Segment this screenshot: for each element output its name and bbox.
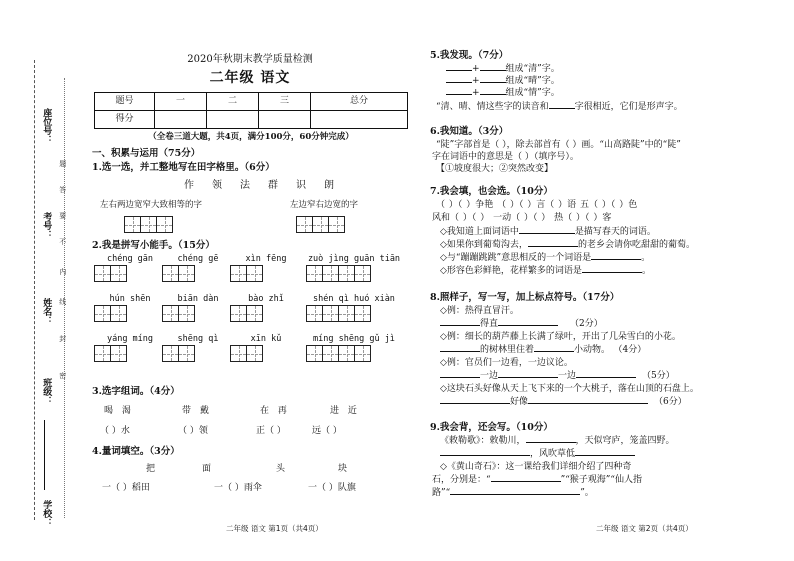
q5-summary-a: “清、晴、情这些字的读音和 [436, 102, 549, 112]
pinyin-group[interactable] [94, 254, 166, 282]
q7-item-text: 的老乡会请你吃甜甜的葡萄。 [577, 240, 695, 250]
q9-text: ”。 [580, 488, 594, 498]
pinyin-group[interactable] [306, 334, 402, 362]
pinyin-group[interactable] [230, 334, 302, 362]
score-cell[interactable] [311, 111, 408, 129]
seal-char: 不 [58, 238, 67, 245]
q8-text: 一边 [558, 371, 577, 381]
q8-text: 得直 [480, 319, 499, 329]
seal-char: 答 [58, 186, 67, 193]
q5-line-text: 组成“晴”字。 [505, 76, 560, 86]
pinyin-text: hún shēn [109, 294, 151, 304]
q3-pair: 进 近 [330, 406, 357, 416]
q1-chars [184, 180, 334, 193]
q8-answer4[interactable] [440, 397, 687, 408]
q6-options: 【①坡度很大；②突然改变】 [436, 164, 554, 174]
score-table-header: 一 [155, 93, 207, 111]
pinyin-group[interactable] [162, 254, 234, 282]
q1-char: 作 [184, 180, 194, 191]
q8-answer3[interactable] [440, 371, 675, 382]
q3-blank[interactable]: （ ）水 [100, 426, 130, 436]
pinyin-text: míng shēng gǔ jì [313, 334, 395, 344]
q4-blank[interactable]: 一（ ）雨伞 [214, 483, 262, 493]
page-number-1: 二年级 语文 第1页（共4页） [226, 524, 323, 533]
q4-word: 把 [146, 464, 156, 474]
score-table [94, 92, 408, 129]
q5-line: + 组成“情”字。 [446, 88, 560, 99]
pinyin-group[interactable] [162, 334, 234, 362]
pinyin-text: xīn kǔ [250, 334, 282, 344]
pinyin-text: xìn fēng [245, 254, 287, 264]
q9-title: 9.我会背，还会写。（10分） [430, 422, 553, 433]
q8-example2: ◇例：细长的葫芦藤上长满了绿叶，开出了几朵雪白的小花。 [440, 332, 681, 342]
pinyin-group[interactable] [230, 254, 302, 282]
pinyin-text: chéng gān [106, 254, 154, 264]
q8-text: 一边 [480, 371, 499, 381]
q5-line-text: 组成“清”字。 [505, 64, 560, 74]
q4-title: 4.量词填空。（3分） [92, 446, 180, 457]
q7-row[interactable]: 风和（ ）（ ） 一动（ ）（ ） 热（ ）（ ）客 [432, 213, 612, 223]
seal-char: 线 [58, 298, 67, 305]
page-number-2: 二年级 语文 第2页（共4页） [596, 524, 693, 533]
field-class: 班级： [41, 378, 52, 405]
pinyin-text: yáng míng [106, 334, 154, 344]
q1-right-label: 左边窄右边宽的字 [290, 200, 359, 210]
q5-summary-b: 字很相近，它们是形声字。 [574, 102, 683, 112]
q1-char: 朗 [324, 180, 334, 191]
q5-title: 5.我发现。（7分） [430, 50, 509, 61]
q6-line1: “陡”字部首是（ ），除去部首有（ ）画。“山高路陡”中的“陡” [436, 140, 681, 150]
q8-score: （4分） [618, 345, 647, 355]
q8-example1: ◇例：热得直冒汗。 [440, 306, 519, 316]
q4-word: 面 [202, 464, 212, 474]
q8-score: （5分） [642, 371, 675, 381]
q7-item-text: 。 [641, 253, 651, 263]
q7-item [440, 240, 695, 251]
q9-line3: ◇《黄山奇石》：这一课给我们详细介绍了四种奇 [440, 462, 632, 472]
q3-blank[interactable]: 远（ ） [312, 426, 342, 436]
q9-line1[interactable] [440, 436, 675, 447]
pinyin-group[interactable] [230, 294, 302, 322]
q7-row[interactable]: （ ）（ ）争艳 （ ）（ ）言（ ）语 五（ ）（ ）色 [436, 200, 638, 210]
q4-blank[interactable]: 一（ ）稻田 [102, 483, 150, 493]
q8-score: （6分） [654, 397, 687, 407]
q8-text: 小动物。 [574, 345, 611, 355]
q9-text: ”“猴子观海”“仙人指 [560, 475, 643, 485]
q9-text: 《敕勒歌》：敕勒川， [440, 436, 526, 446]
q9-text: 路”“ [432, 488, 451, 498]
subject-title: 二年级 语文 [209, 70, 291, 86]
seal-char: 内 [58, 268, 67, 275]
q9-text: 石，分别是：“ [432, 475, 491, 485]
score-cell[interactable] [259, 111, 311, 129]
score-table-header: 总分 [311, 93, 408, 111]
pinyin-group[interactable] [306, 294, 402, 322]
q7-item-text: 。 [641, 266, 651, 276]
q9-line5[interactable] [432, 488, 594, 499]
q8-text: 好像 [510, 397, 529, 407]
pinyin-text: shén qì huó xiàn [313, 294, 395, 304]
q7-item-text: ◇如果你到葡萄沟去， [440, 240, 528, 250]
q7-item-text: ◇与“蹦蹦跳跳”意思相反的一个词语是 [440, 253, 592, 263]
q8-answer1[interactable] [440, 319, 603, 330]
score-cell[interactable] [155, 111, 207, 129]
q1-grid-right[interactable] [296, 216, 344, 233]
seal-char: 题 [58, 160, 67, 167]
binding-line [34, 60, 35, 520]
pinyin-text: shēng qì [177, 334, 219, 344]
q1-left-label: 左右两边宽窄大致相等的字 [100, 200, 203, 210]
q5-line: + 组成“晴”字。 [446, 76, 560, 87]
score-table-header: 题号 [95, 93, 155, 111]
q4-word: 头 [276, 464, 286, 474]
field-seat-no: 座位号： [41, 108, 52, 144]
q7-item [440, 227, 656, 238]
score-table-header: 三 [259, 93, 311, 111]
q3-title: 3.选字组词。（4分） [92, 386, 180, 397]
q9-text: ，天似穹庐，笼盖四野。 [575, 436, 675, 446]
part1-title: 一、积累与运用（75分） [92, 148, 201, 159]
pinyin-group[interactable] [306, 254, 402, 282]
pinyin-text: zuò jìng guān tiān [307, 254, 401, 264]
q8-example4: ◇这块石头好像从天上飞下来的一个大桃子，落在山顶的石盘上。 [440, 384, 699, 394]
q2-title: 2.我是拼写小能手。（15分） [92, 240, 215, 251]
q1-char: 识 [296, 180, 306, 191]
pinyin-text: bào zhǐ [248, 294, 284, 304]
pinyin-text: chéng gē [177, 254, 219, 264]
exam-title: 2020年秋期末教学质量检测 [187, 54, 313, 65]
field-school: 学校： [41, 500, 52, 527]
q8-title: 8.照样子，写一写，加上标点符号。（17分） [430, 292, 620, 303]
score-cell[interactable] [207, 111, 259, 129]
q6-title: 6.我知道。（3分） [430, 126, 509, 137]
q1-char: 群 [268, 180, 278, 191]
q1-title: 1.选一选，并工整地写在田字格里。（6分） [92, 162, 275, 173]
q3-pair: 带 戴 [182, 406, 209, 416]
q9-line4[interactable] [432, 475, 642, 486]
pinyin-group[interactable] [162, 294, 234, 322]
q8-text: 的树林里住着 [480, 345, 535, 355]
field-name: 姓名： [41, 298, 52, 325]
q7-item-text: ◇形容色彩鲜艳，花样繁多的词语是 [440, 266, 582, 276]
q5-line-text: 组成“情”字。 [505, 88, 560, 98]
q3-pair: 喝 渴 [104, 406, 131, 416]
q4-blank[interactable]: 一（ ）队旗 [308, 483, 356, 493]
q5-summary [436, 102, 683, 113]
q7-item-text: 是描写春天的词语。 [574, 227, 656, 237]
score-table-header: 二 [207, 93, 259, 111]
q8-answer2[interactable] [440, 345, 646, 356]
q7-title: 7.我会填，也会选。（10分） [430, 186, 553, 197]
q3-pair: 在 再 [260, 406, 287, 416]
q7-item [440, 253, 650, 264]
q8-example3: ◇例：官员们一边看，一边议论。 [440, 358, 573, 368]
q1-char: 领 [212, 180, 222, 191]
q9-line2[interactable] [440, 449, 635, 460]
pinyin-group[interactable] [94, 294, 166, 322]
q3-blank[interactable]: （ ）领 [178, 426, 208, 436]
q1-char: 法 [240, 180, 250, 191]
q7-item-text: ◇我知道上面词语中 [440, 227, 519, 237]
seal-char: 要 [58, 212, 67, 219]
q6-line2: 字在词语中的意思是（ ）（填序号）。 [432, 152, 579, 162]
score-row-label: 得分 [95, 111, 155, 129]
pinyin-text: biān dàn [177, 294, 219, 304]
seal-char: 封 [58, 335, 67, 342]
q9-text: ，风吹草低 [530, 449, 576, 459]
exam-note: （全卷三道大题，共4页，满分100分，60分钟完成） [148, 132, 354, 142]
q7-item [440, 266, 651, 277]
q8-score: （2分） [570, 319, 603, 329]
q4-word: 块 [338, 464, 348, 474]
q1-grid-left[interactable] [124, 216, 172, 233]
q5-line: + 组成“清”字。 [446, 64, 560, 75]
pinyin-group[interactable] [94, 334, 166, 362]
q3-blank[interactable]: 正（ ） [256, 426, 286, 436]
field-exam-no: 考号： [41, 212, 52, 239]
seal-char: 密 [58, 372, 67, 379]
field-school-line [44, 420, 45, 490]
